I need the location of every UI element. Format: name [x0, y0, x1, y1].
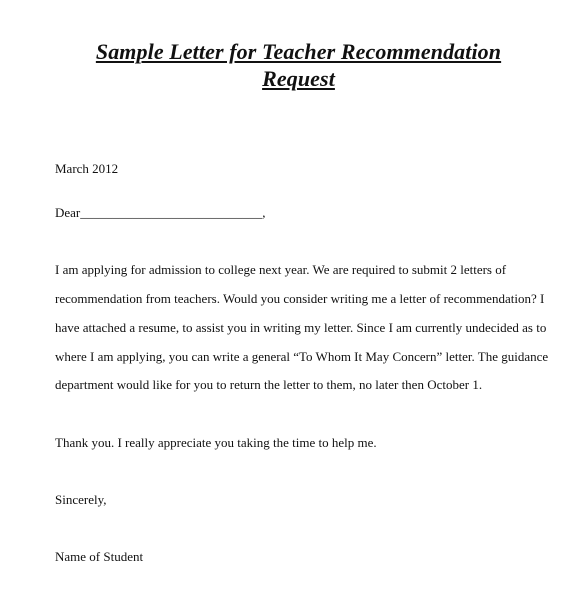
letter-title-line-2: Request — [262, 66, 335, 91]
letter-title-line-1: Sample Letter for Teacher Recommendation — [95, 39, 502, 64]
letter-closing: Sincerely, — [55, 492, 107, 507]
body-line-5: department would like for you to return the letter to them, no later then October 1. — [55, 377, 483, 392]
body-line-1: I am applying for admission to college next year. We are required to submit 2 letters of — [55, 262, 507, 277]
body-line-4: where I am applying, you can write a general “To Whom It May Concern” letter. The guidance — [55, 349, 549, 364]
letter-date: March 2012 — [55, 161, 119, 176]
body-line-3: have attached a resume, to assist you in writing my letter. Since I am currently undecided as to — [55, 320, 547, 335]
letter-salutation: Dear____________________________, — [55, 205, 266, 220]
letter-thanks: Thank you. I really appreciate you taking the time to help me. — [55, 435, 377, 450]
body-line-2: recommendation from teachers. Would you consider writing me a letter of recommendation? I — [55, 291, 545, 306]
letter-signature: Name of Student — [55, 549, 144, 564]
